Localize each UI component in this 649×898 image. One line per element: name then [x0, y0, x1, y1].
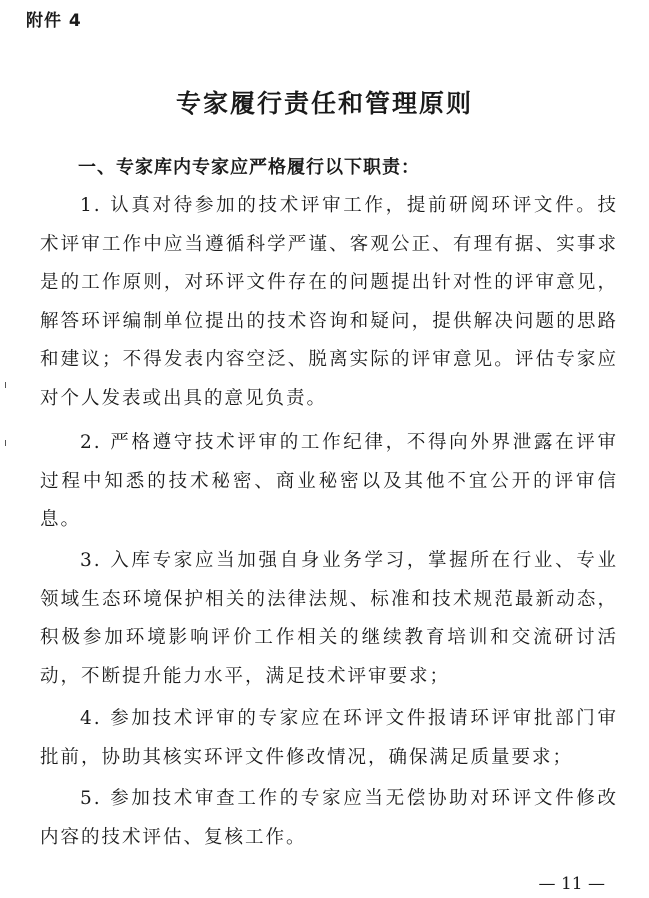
duty-paragraph-4: 4. 参加技术评审的专家应在环评文件报请环评审批部门审批前，协助其核实环评文件修改情况，确保满足质量要求；: [40, 708, 618, 768]
duty-paragraph-5: 5. 参加技术审查工作的专家应当无偿协助对环评文件修改内容的技术评估、复核工作。: [40, 788, 618, 848]
duty-paragraph-3: 3. 入库专家应当加强自身业务学习，掌握所在行业、专业领域生态环境保护相关的法律法规、标准和技术规范最新动态，积极参加环境影响评价工作相关的继续教育培训和交流研讨活动，不断提升能力水平，满足技术评审要求；: [40, 550, 618, 687]
page-number: — 11 —: [538, 874, 605, 894]
duty-paragraph-2: 2. 严格遵守技术评审的工作纪律，不得向外界泄露在评审过程中知悉的技术秘密、商业秘密以及其他不宜公开的评审信息。: [40, 432, 618, 530]
duty-paragraph-1: 1. 认真对待参加的技术评审工作，提前研阅环评文件。技术评审工作中应当遵循科学严谨、客观公正、有理有据、实事求是的工作原则，对环评文件存在的问题提出针对性的评审意见，解答环评编制单位提出的技术咨询和疑问，提供解决问题的思路和建议；不得发表内容空泛、脱离实际的评审意见。评估专家应对个人发表或出具的意见负责。: [40, 195, 618, 409]
document-title: 专家履行责任和管理原则: [175, 89, 473, 118]
binding-mark-top: [5, 382, 6, 388]
section-heading: 一、专家库内专家应严格履行以下职责：: [78, 157, 420, 178]
binding-mark-bottom: [5, 440, 6, 446]
attachment-label: 附件 4: [26, 11, 82, 31]
